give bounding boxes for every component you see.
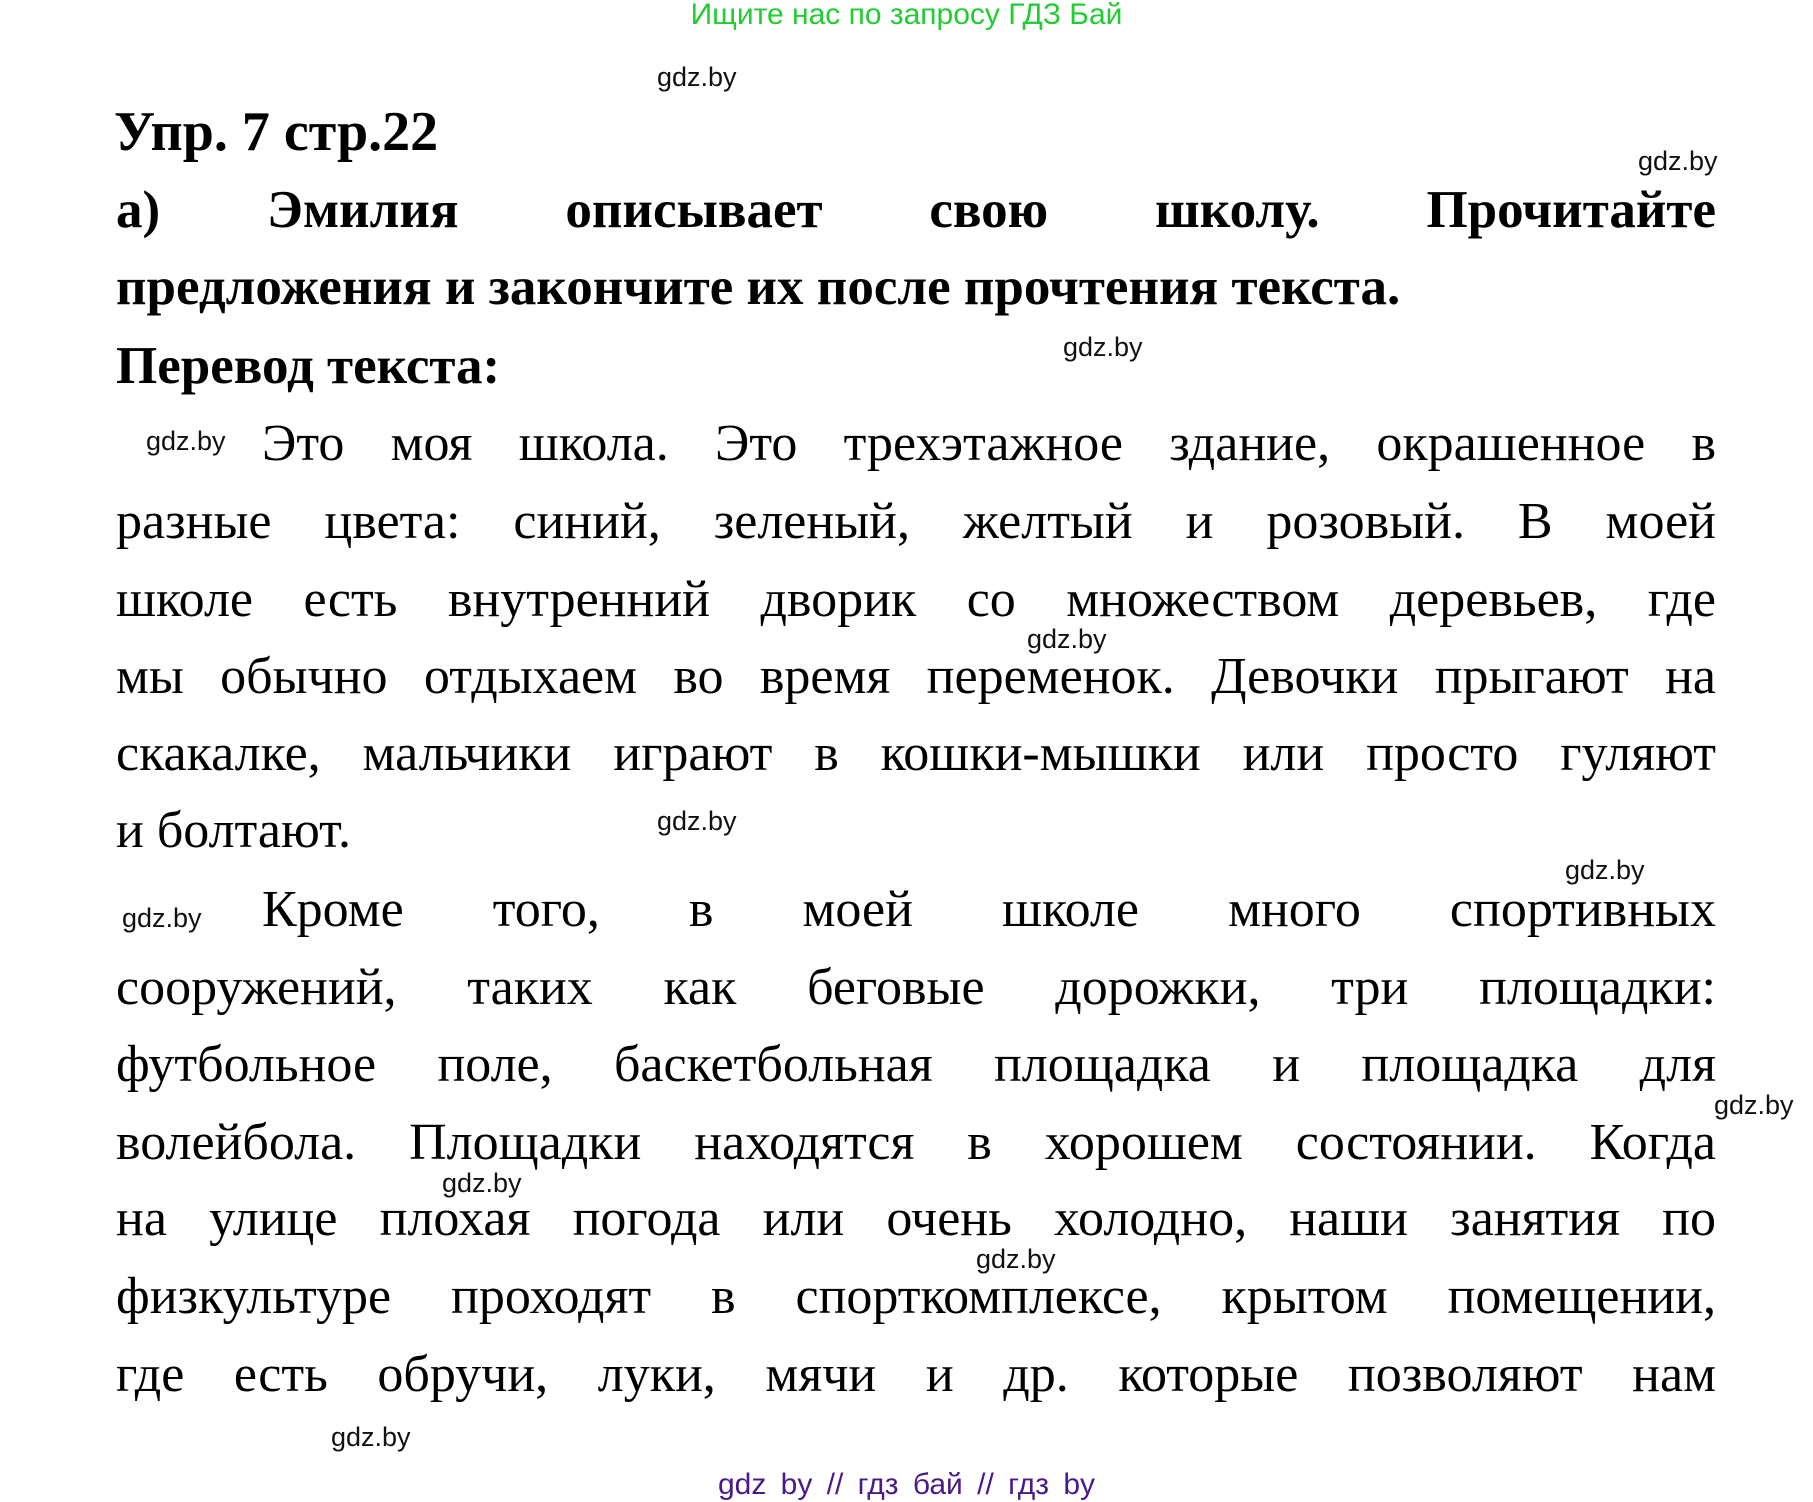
- paragraph-1-line-6: и болтают.: [116, 802, 351, 859]
- exercise-heading: Упр. 7 стр.22: [114, 101, 439, 163]
- watermark: gdz.by: [657, 806, 737, 836]
- watermark: gdz.by: [976, 1244, 1056, 1274]
- paragraph-1-line-5: скакалке, мальчики играют в кошки-мышки или просто гуляют: [116, 725, 1716, 782]
- paragraph-2-line-5: на улице плохая погода или очень холодно, наши занятия по: [116, 1190, 1716, 1247]
- task-line-1: а) Эмилия описывает свою школу. Прочитайте: [116, 181, 1716, 239]
- paragraph-2-line-2: сооружений, таких как беговые дорожки, три площадки:: [116, 959, 1716, 1016]
- watermark: gdz.by: [331, 1422, 411, 1452]
- watermark: gdz.by: [122, 903, 202, 933]
- watermark: gdz.by: [1027, 624, 1107, 654]
- watermark: gdz.by: [1714, 1090, 1794, 1120]
- task-line-2: предложения и закончите их после прочтения текста.: [116, 258, 1401, 316]
- paragraph-2-line-7: где есть обручи, луки, мячи и др. которые позволяют нам: [116, 1346, 1716, 1403]
- paragraph-2-line-3: футбольное поле, баскетбольная площадка и площадка для: [116, 1036, 1716, 1093]
- paragraph-2-line-6: физкультуре проходят в спорткомплексе, крытом помещении,: [116, 1268, 1716, 1325]
- watermark: gdz.by: [1063, 332, 1143, 362]
- search-banner: Ищите нас по запросу ГДЗ Бай: [690, 0, 1123, 31]
- paragraph-1-line-3: школе есть внутренний дворик со множеством деревьев, где: [116, 571, 1716, 628]
- paragraph-1-line-4: мы обычно отдыхаем во время переменок. Девочки прыгают на: [116, 648, 1716, 705]
- watermark: gdz.by: [1565, 855, 1645, 885]
- paragraph-1-line-2: разные цвета: синий, зеленый, желтый и розовый. В моей: [116, 493, 1716, 550]
- watermark: gdz.by: [1638, 146, 1718, 176]
- watermark: gdz.by: [146, 426, 226, 456]
- watermark: gdz.by: [442, 1168, 522, 1198]
- watermark: gdz.by: [657, 62, 737, 92]
- translation-title: Перевод текста:: [116, 337, 501, 395]
- footer-watermark: gdz by // гдз бай // гдз by: [717, 1468, 1096, 1501]
- paragraph-1-line-1: Это моя школа. Это трехэтажное здание, окрашенное в: [262, 415, 1716, 472]
- paragraph-2-line-4: волейбола. Площадки находятся в хорошем состоянии. Когда: [116, 1114, 1716, 1171]
- paragraph-2-line-1: Кроме того, в моей школе много спортивных: [262, 881, 1716, 938]
